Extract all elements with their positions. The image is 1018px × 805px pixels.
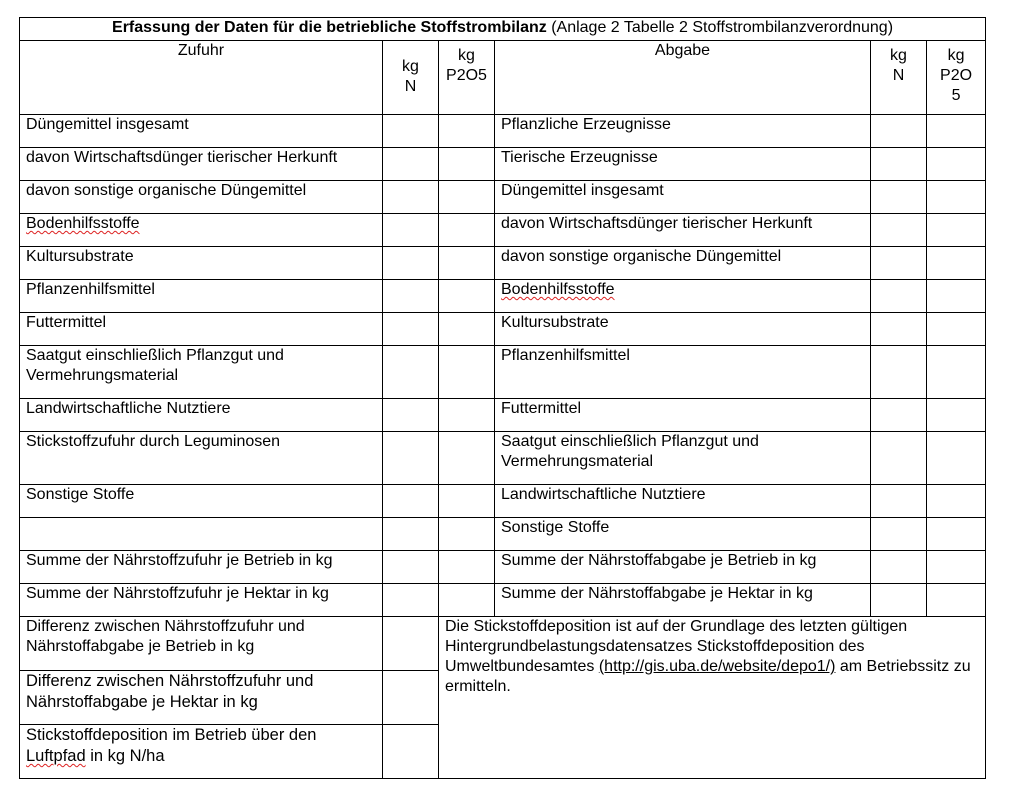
zufuhr-kg-p2o5-cell[interactable] [439,115,495,148]
abgabe-kg-n-cell[interactable] [871,346,927,399]
table-row [20,432,986,485]
zufuhr-label: Landwirtschaftliche Nutztiere [20,399,383,432]
header-kg-n-left [383,41,439,115]
zufuhr-label: Summe der Nährstoffzufuhr je Betrieb in kg [20,551,383,584]
abgabe-kg-n-cell[interactable] [871,115,927,148]
title-bold: Erfassung der Daten für die betriebliche Stoffstrombilanz [112,19,547,36]
zufuhr-label: Summe der Nährstoffzufuhr je Hektar in kg [20,584,383,617]
zufuhr-kg-p2o5-cell[interactable] [439,181,495,214]
table-row [20,214,986,247]
table-row [20,247,986,280]
table-row [20,346,986,399]
deposition-value[interactable] [383,725,439,779]
zufuhr-kg-p2o5-cell[interactable] [439,551,495,584]
abgabe-kg-n-cell[interactable] [871,313,927,346]
table-row [20,313,986,346]
deposition-label-unit: in kg N/ha [85,747,165,765]
table-row [20,485,986,518]
abgabe-kg-n-cell[interactable] [871,399,927,432]
zufuhr-label: Sonstige Stoffe [20,485,383,518]
zufuhr-kg-n-cell[interactable] [383,518,439,551]
zufuhr-kg-p2o5-cell[interactable] [439,148,495,181]
header-kg-p-left [439,41,495,115]
abgabe-kg-n-cell[interactable] [871,148,927,181]
header-abgabe: Abgabe [495,41,871,115]
table-row [20,399,986,432]
abgabe-kg-p2o5-cell[interactable] [927,247,986,280]
note-text-end: am Betriebssitz zu ermitteln. [445,658,971,695]
abgabe-kg-p2o5-cell[interactable] [927,115,986,148]
abgabe-label: Düngemittel insgesamt [495,181,871,214]
header-kg-p-right-subscript: 5 [951,87,961,104]
zufuhr-label: Stickstoffzufuhr durch Leguminosen [20,432,383,485]
header-kg-p-left-symbol: P2O5 [446,67,487,84]
zufuhr-kg-p2o5-cell[interactable] [439,485,495,518]
abgabe-label: Tierische Erzeugnisse [495,148,871,181]
deposition-label-text: Stickstoffdeposition im Betrieb über den [26,726,317,744]
abgabe-kg-n-cell[interactable] [871,432,927,485]
zufuhr-kg-p2o5-cell[interactable] [439,518,495,551]
abgabe-kg-p2o5-cell[interactable] [927,313,986,346]
abgabe-label: davon Wirtschaftsdünger tierischer Herkunft [495,214,871,247]
zufuhr-kg-p2o5-cell[interactable] [439,399,495,432]
deposition-note [439,617,986,779]
zufuhr-label: davon Wirtschaftsdünger tierischer Herkunft [20,148,383,181]
header-kg-n-left-symbol: N [404,78,417,95]
abgabe-kg-p2o5-cell[interactable] [927,399,986,432]
abgabe-kg-n-cell[interactable] [871,214,927,247]
zufuhr-kg-n-cell[interactable] [383,214,439,247]
header-kg-p-right-symbol: P2O [940,67,973,84]
abgabe-label: Sonstige Stoffe [495,518,871,551]
abgabe-kg-p2o5-cell[interactable] [927,551,986,584]
header-kg-p-left-unit: kg [458,47,475,64]
zufuhr-kg-n-cell[interactable] [383,181,439,214]
table-row [20,551,986,584]
table-row [20,518,986,551]
abgabe-label: davon sonstige organische Düngemittel [495,247,871,280]
diff-hektar-label: Differenz zwischen Nährstoffzufuhr und Nährstoffabgabe je Hektar in kg [20,671,383,725]
abgabe-label: Kultursubstrate [495,313,871,346]
title-normal: (Anlage 2 Tabelle 2 Stoffstrombilanzverordnung) [546,19,894,36]
zufuhr-kg-n-cell[interactable] [383,115,439,148]
zufuhr-kg-n-cell[interactable] [383,313,439,346]
table-row [20,148,986,181]
zufuhr-kg-p2o5-cell[interactable] [439,280,495,313]
diff-hektar-value[interactable] [383,671,439,725]
deposition-label-luftpfad: Luftpfad [26,747,86,765]
abgabe-label: Summe der Nährstoffabgabe je Hektar in kg [495,584,871,617]
stoffstrombilanz-table [19,17,986,779]
abgabe-label: Pflanzenhilfsmittel [495,346,871,399]
header-kg-n-right-unit: kg [890,47,907,64]
zufuhr-label: davon sonstige organische Düngemittel [20,181,383,214]
abgabe-label: Summe der Nährstoffabgabe je Betrieb in kg [495,551,871,584]
abgabe-label: Landwirtschaftliche Nutztiere [495,485,871,518]
abgabe-kg-n-cell[interactable] [871,247,927,280]
zufuhr-kg-n-cell[interactable] [383,584,439,617]
zufuhr-label [20,518,383,551]
zufuhr-kg-p2o5-cell[interactable] [439,584,495,617]
header-zufuhr: Zufuhr [20,41,383,115]
zufuhr-kg-n-cell[interactable] [383,346,439,399]
abgabe-kg-p2o5-cell[interactable] [927,346,986,399]
zufuhr-kg-n-cell[interactable] [383,485,439,518]
abgabe-kg-n-cell[interactable] [871,485,927,518]
table-row [20,181,986,214]
abgabe-kg-p2o5-cell[interactable] [927,432,986,485]
abgabe-label: Pflanzliche Erzeugnisse [495,115,871,148]
abgabe-kg-p2o5-cell[interactable] [927,148,986,181]
abgabe-kg-n-cell[interactable] [871,551,927,584]
header-kg-p-right-unit: kg [947,47,965,64]
zufuhr-kg-n-cell[interactable] [383,247,439,280]
zufuhr-kg-p2o5-cell[interactable] [439,247,495,280]
abgabe-kg-p2o5-cell[interactable] [927,584,986,617]
abgabe-kg-p2o5-cell[interactable] [927,181,986,214]
header-kg-n-right-symbol: N [892,67,905,84]
zufuhr-kg-n-cell[interactable] [383,280,439,313]
zufuhr-label: Pflanzenhilfsmittel [20,280,383,313]
spellcheck-word: Bodenhilfsstoffe [501,281,615,298]
spellcheck-word: Bodenhilfsstoffe [26,215,140,232]
header-kg-n-right [871,41,927,115]
zufuhr-kg-n-cell[interactable] [383,432,439,485]
abgabe-kg-p2o5-cell[interactable] [927,518,986,551]
zufuhr-kg-p2o5-cell[interactable] [439,432,495,485]
zufuhr-label: Saatgut einschließlich Pflanzgut und Vermehrungsmaterial [20,346,383,399]
header-kg-p-right [927,41,986,115]
abgabe-kg-p2o5-cell[interactable] [927,280,986,313]
abgabe-kg-p2o5-cell[interactable] [927,485,986,518]
header-kg-n-left-unit: kg [402,58,419,75]
abgabe-kg-n-cell[interactable] [871,280,927,313]
abgabe-kg-n-cell[interactable] [871,518,927,551]
zufuhr-label: Futtermittel [20,313,383,346]
zufuhr-kg-p2o5-cell[interactable] [439,214,495,247]
abgabe-label: Saatgut einschließlich Pflanzgut und Vermehrungsmaterial [495,432,871,485]
zufuhr-kg-p2o5-cell[interactable] [439,346,495,399]
zufuhr-kg-n-cell[interactable] [383,399,439,432]
abgabe-label [495,280,871,313]
uba-link[interactable]: (http://gis.uba.de/website/depo1/) [598,658,836,675]
zufuhr-kg-n-cell[interactable] [383,148,439,181]
zufuhr-label: Kultursubstrate [20,247,383,280]
zufuhr-label [20,214,383,247]
table-row [20,115,986,148]
abgabe-kg-n-cell[interactable] [871,584,927,617]
zufuhr-kg-n-cell[interactable] [383,551,439,584]
deposition-label [20,725,383,779]
abgabe-label: Futtermittel [495,399,871,432]
table-title [20,18,986,41]
note-text: Die Stickstoffdeposition ist auf der Grundlage des letzten gültigen Hintergrundbelastungsdatensatzes Stickstoffdeposition des Umweltbundesamtes [445,618,908,675]
zufuhr-label: Düngemittel insgesamt [20,115,383,148]
abgabe-kg-p2o5-cell[interactable] [927,214,986,247]
diff-betrieb-label: Differenz zwischen Nährstoffzufuhr und Nährstoffabgabe je Betrieb in kg [20,617,383,671]
table-row [20,280,986,313]
table-row [20,584,986,617]
zufuhr-kg-p2o5-cell[interactable] [439,313,495,346]
abgabe-kg-n-cell[interactable] [871,181,927,214]
diff-betrieb-value[interactable] [383,617,439,671]
